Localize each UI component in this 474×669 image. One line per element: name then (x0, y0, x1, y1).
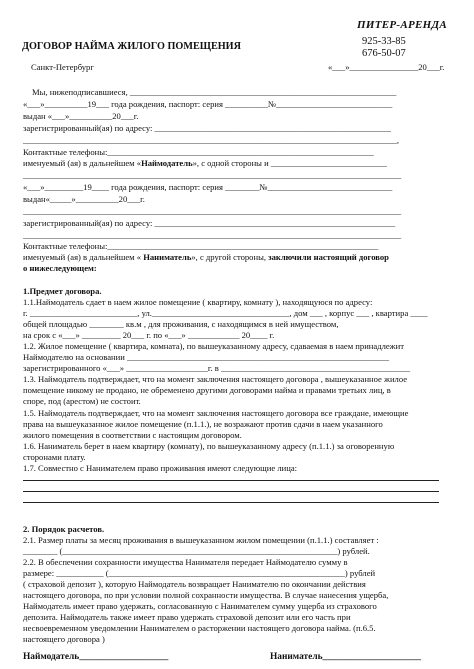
section2-line: несвоевременном уведомлении Нанимателем о расторжении настоящего договора найма. (п.6.5. (23, 623, 376, 633)
section1-line: на срок с «___» _________ 20___ г. по «___» ____________ 20____ г. (23, 330, 275, 340)
section1-line: 1.2. Жилое помещение ( квартира, комната), по вышеуказанному адресу, сдаваемая в наем принадлежит (23, 341, 404, 351)
agreement-clause: о нижеследующем: (23, 263, 97, 273)
section2-line: ( страховой депозит ), которую Наймодатель возвращает Нанимателю по окончании действия (23, 579, 366, 589)
landlord-birth-passport: «___»__________19___ года рождения, паспорт: серия __________№___________________________ (23, 99, 393, 109)
party-intro-line: Мы, нижеподписавшиеся, ______________________________________________________________ (32, 87, 397, 97)
stamp-phone-2: 676-50-07 (362, 48, 406, 59)
tenant-signature: Наниматель_____________________ (270, 652, 421, 662)
landlord-phones: Контактные телефоны:______________________________________________________________ (23, 147, 374, 157)
section1-heading: 1.Предмет договора. (23, 286, 102, 296)
document-title: ДОГОВОР НАЙМА ЖИЛОГО ПОМЕЩЕНИЯ (22, 41, 241, 52)
city-label: Санкт-Петербург (31, 62, 94, 72)
section1-line: права на вышеуказанное жилое помещение (п.1.1.), не возражают против сдачи в наем указанного (23, 419, 383, 429)
blank-line (23, 502, 439, 503)
landlord-passport-issued: выдан «___»__________20___г. (23, 111, 139, 121)
tenant-address: зарегистрированный(ая) по адресу: ________________________________________________________ (23, 218, 396, 228)
section1-line: Наймодателю на основании _____________________________________________________________ (23, 352, 390, 362)
section1-line: 1.3. Наймодатель подтверждает, что на момент заключения настоящего договора , вышеуказанное жилое (23, 374, 408, 384)
section2-line: ________ (________________________________________________________________) рублей. (23, 546, 370, 556)
tenant-blank-line: ________________________________________________________________________________________ (23, 206, 402, 216)
landlord-address-cont: _______________________________________________________________________________________, (23, 135, 399, 145)
section1-line: сторонами плату. (23, 452, 86, 462)
contract-date: «___»________________20___г. (328, 62, 445, 72)
landlord-signature: Наймодатель___________________ (23, 652, 169, 662)
tenant-passport-issued: выдан«_____»__________20___г. (23, 194, 145, 204)
section1-line: 1.5. Наймодатель подтверждает, что на момент заключения настоящего договора все граждане, имеющие (23, 408, 409, 418)
tenant-designation: именуемый (ая) в дальнейшем « Наниматель», с другой стороны, заключили настоящий договор (23, 252, 389, 262)
section2-line: 2.1. Размер платы за месяц проживания в вышеуказанном жилом помещении (п.1.1.) составляет : (23, 535, 379, 545)
section1-line: г. _________________________, ул.________________________________, дом ___ , корпус ___ , квартира ____ (23, 308, 428, 318)
section1-line: жилого помещения в соответствии с настоящим договором. (23, 430, 242, 440)
section1-line: 1.6. Наниматель берет в наем квартиру (комнату), по вышеуказанному адресу (п.1.1.) за оговоренную (23, 441, 395, 451)
section2-line: настоящего договора ) (23, 634, 105, 644)
section2-line: депозита. Наймодатель также имеет право удержать страховой депозит или его часть при (23, 612, 351, 622)
tenant-name-line: ________________________________________________________________________________________ (23, 170, 402, 180)
section1-line: 1.7. Совместно с Нанимателем право проживания имеют следующие лица: (23, 463, 298, 473)
stamp-phone-1: 925-33-85 (362, 36, 406, 47)
section1-line: помещение никому не продано, не обременено другими договорами найма и правами третьих лиц, в (23, 385, 391, 395)
section2-heading: 2. Порядок расчетов. (23, 524, 105, 534)
section1-line: зарегистрированного «___» ___________________г. в ____________________________________________ (23, 363, 411, 373)
section1-line: общей площадью ________ кв.м , для проживания, с находящимся в ней имуществом, (23, 319, 339, 329)
tenant-phones: Контактные телефоны:_______________________________________________________________ (23, 241, 379, 251)
section1-line: 1.1.Наймодатель сдает в наем жилое помещение ( квартиру, комнату ), находящуюся по адресу: (23, 297, 373, 307)
landlord-address: зарегистрированный(ая) по адресу: _______________________________________________________ (23, 123, 391, 133)
tenant-address-cont: ________________________________________________________________________________________ (23, 230, 402, 240)
landlord-designation: именуемый (ая) в дальнейшем «Наймодатель», с одной стороны и ___________________________ (23, 158, 387, 168)
blank-line (23, 491, 439, 492)
section2-line: размере: ___________ (_______________________________________________________) рублей (23, 568, 376, 578)
stamp-company-name: ПИТЕР-АРЕНДА (357, 19, 447, 31)
section2-line: настоящего договора, по при условии полной сохранности имущества. В случае нанесения ущерба, (23, 590, 389, 600)
section1-line: споре, под (арестом) не состоит. (23, 396, 141, 406)
section2-line: 2.2. В обеспечении сохранности имущества Нанимателя передает Наймодателю сумму в (23, 557, 348, 567)
tenant-birth-passport: «___»_________19____ года рождения, паспорт: серия ________№_____________________________ (23, 182, 393, 192)
section2-line: Наймодатель имеет право удержать, согласованную с Нанимателем сумму ущерба из страхового (23, 601, 377, 611)
blank-line (23, 480, 439, 481)
